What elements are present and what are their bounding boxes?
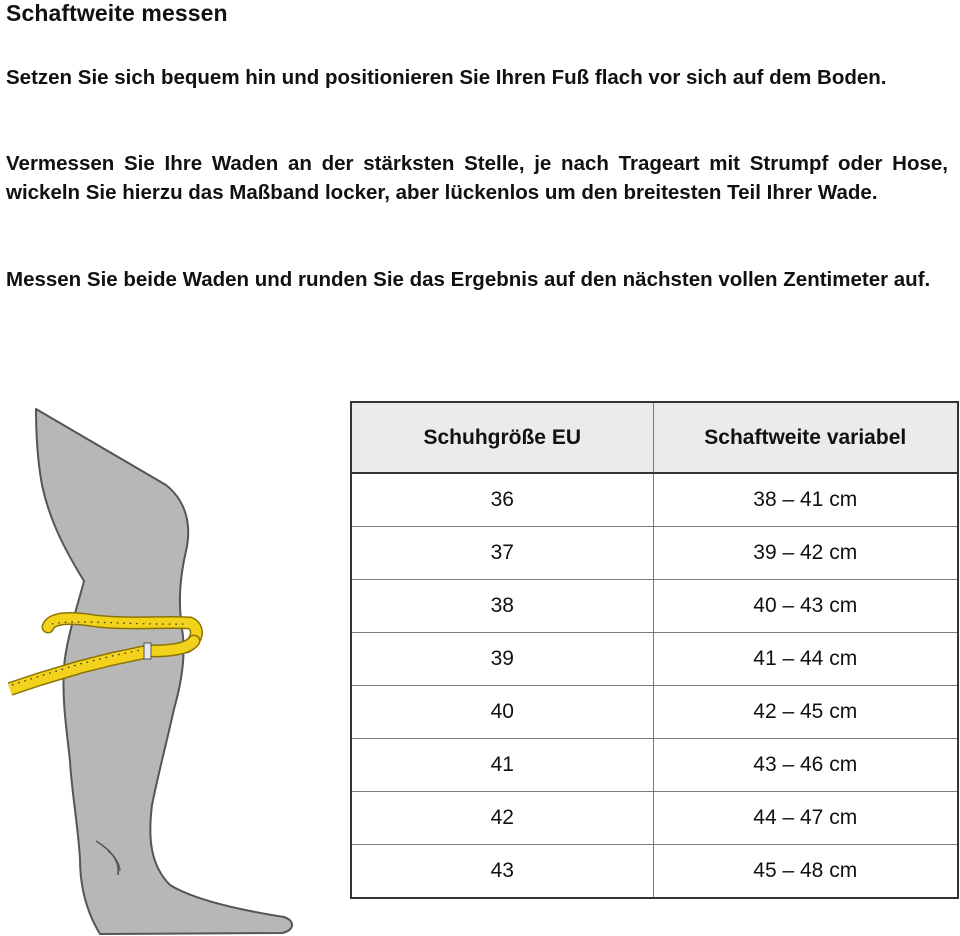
shoe-size-cell: 38 xyxy=(351,580,653,633)
shaft-width-cell: 45 – 48 cm xyxy=(653,845,958,899)
shaft-width-cell: 38 – 41 cm xyxy=(653,473,958,527)
shaft-width-cell: 42 – 45 cm xyxy=(653,686,958,739)
shoe-size-cell: 39 xyxy=(351,633,653,686)
table-row xyxy=(351,473,958,527)
size-chart-table xyxy=(350,401,959,899)
shoe-size-cell: 40 xyxy=(351,686,653,739)
shaft-width-cell: 43 – 46 cm xyxy=(653,739,958,792)
leg-measuring-illustration xyxy=(0,405,300,936)
table-row xyxy=(351,792,958,845)
shaft-width-cell: 41 – 44 cm xyxy=(653,633,958,686)
page-title: Schaftweite messen xyxy=(6,0,228,26)
shoe-size-cell: 37 xyxy=(351,527,653,580)
table-header-row xyxy=(351,402,958,473)
shoe-size-cell: 43 xyxy=(351,845,653,899)
table-row xyxy=(351,580,958,633)
shaft-width-cell: 40 – 43 cm xyxy=(653,580,958,633)
instruction-sit: Setzen Sie sich bequem hin und positionieren Sie Ihren Fuß flach vor sich auf dem Boden. xyxy=(6,66,887,89)
table-row xyxy=(351,739,958,792)
table-row xyxy=(351,845,958,899)
table-row xyxy=(351,633,958,686)
table-row xyxy=(351,527,958,580)
shoe-size-cell: 42 xyxy=(351,792,653,845)
header-shoe-size: Schuhgröße EU xyxy=(351,402,653,473)
table-row xyxy=(351,686,958,739)
shoe-size-cell: 41 xyxy=(351,739,653,792)
header-shaft-width: Schaftweite variabel xyxy=(653,402,958,473)
instruction-round-up: Messen Sie beide Waden und runden Sie das Ergebnis auf den nächsten vollen Zentimeter auf. xyxy=(6,268,931,291)
shoe-size-cell: 36 xyxy=(351,473,653,527)
shaft-width-cell: 44 – 47 cm xyxy=(653,792,958,845)
instruction-measure-calf: Vermessen Sie Ihre Waden an der stärksten Stelle, je nach Trageart mit Strumpf oder Hose, wickeln Sie hierzu das Maßband locker, aber lückenlos um den breitesten Teil Ihrer Wade. xyxy=(6,152,948,204)
shaft-width-cell: 39 – 42 cm xyxy=(653,527,958,580)
